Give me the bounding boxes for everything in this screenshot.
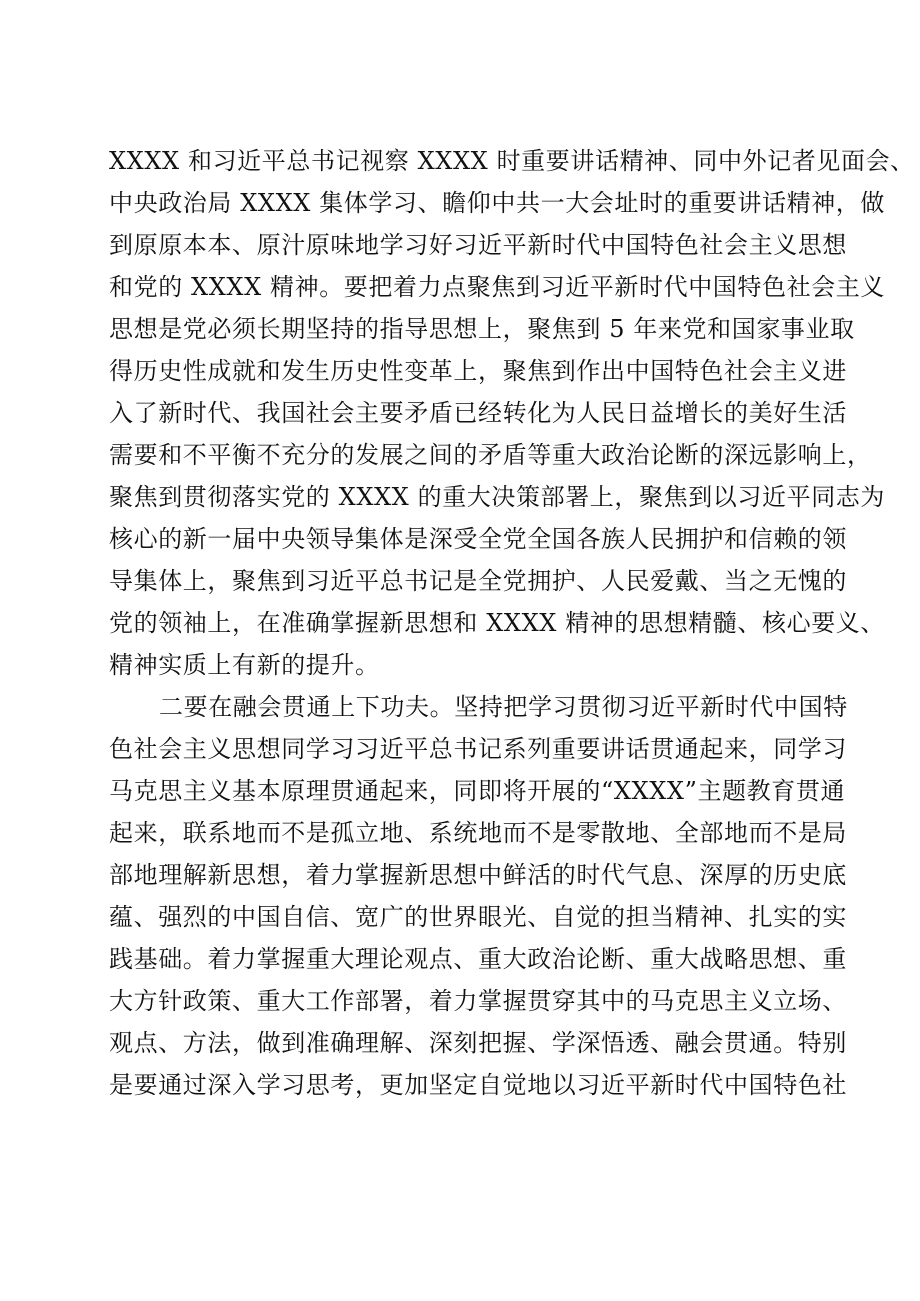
paragraph-2-line-1: 二要在融会贯通上下功夫。坚持把学习贯彻习近平新时代中国特 [159, 693, 848, 721]
paragraph-2-line-3: 马克思主义基本原理贯通起来，同即将开展的“XXXX”主题教育贯通 [109, 777, 846, 805]
paragraph-2-line-2: 色社会主义思想同学习习近平总书记系列重要讲话贯通起来，同学习 [109, 735, 847, 763]
paragraph-1-line-11: 导集体上，聚焦到习近平总书记是全党拥护、人民爱戴、当之无愧的 [109, 567, 847, 595]
body-text [109, 140, 915, 1106]
paragraph-1-line-10: 核心的新一届中央领导集体是深受全党全国各族人民拥护和信赖的领 [109, 525, 847, 553]
paragraph-2-line-5: 部地理解新思想，着力掌握新思想中鲜活的时代气息、深厚的历史底 [109, 861, 847, 889]
paragraph-1-line-3: 到原原本本、原汁原味地学习好习近平新时代中国特色社会主义思想 [109, 231, 847, 259]
paragraph-2-line-9: 观点、方法，做到准确理解、深刻把握、学深悟透、融会贯通。特别 [109, 1029, 847, 1057]
paragraph-1-line-4: 和党的 XXXX 精神。要把着力点聚焦到习近平新时代中国特色社会主义 [109, 273, 885, 301]
paragraph-1-line-1: XXXX 和习近平总书记视察 XXXX 时重要讲话精神、同中外记者见面会、 [109, 147, 915, 175]
paragraph-1-line-12: 党的领袖上，在准确掌握新思想和 XXXX 精神的思想精髓、核心要义、 [109, 609, 885, 637]
paragraph-1-line-8: 需要和不平衡不充分的发展之间的矛盾等重大政治论断的深远影响上， [109, 441, 872, 469]
paragraph-1-line-13: 精神实质上有新的提升。 [109, 651, 380, 679]
paragraph-2-line-8: 大方针政策、重大工作部署，着力掌握贯穿其中的马克思主义立场、 [109, 987, 847, 1015]
paragraph-2-line-10: 是要通过深入学习思考，更加坚定自觉地以习近平新时代中国特色社 [109, 1071, 847, 1099]
paragraph-2-line-4: 起来，联系地而不是孤立地、系统地而不是零散地、全部地而不是局 [109, 819, 847, 847]
paragraph-2-line-6: 蕴、强烈的中国自信、宽广的世界眼光、自觉的担当精神、扎实的实 [109, 903, 847, 931]
paragraph-2-line-7: 践基础。着力掌握重大理论观点、重大政治论断、重大战略思想、重 [109, 945, 847, 973]
paragraph-1-line-9: 聚焦到贯彻落实党的 XXXX 的重大决策部署上，聚焦到以习近平同志为 [109, 483, 885, 511]
paragraph-1-line-6: 得历史性成就和发生历史性变革上，聚焦到作出中国特色社会主义进 [109, 357, 847, 385]
paragraph-1-line-5: 思想是党必须长期坚持的指导思想上，聚焦到 5 年来党和国家事业取 [109, 315, 855, 343]
paragraph-1-line-7: 入了新时代、我国社会主要矛盾已经转化为人民日益增长的美好生活 [109, 399, 847, 427]
paragraph-1-line-2: 中央政治局 XXXX 集体学习、瞻仰中共一大会址时的重要讲话精神，做 [109, 189, 885, 217]
